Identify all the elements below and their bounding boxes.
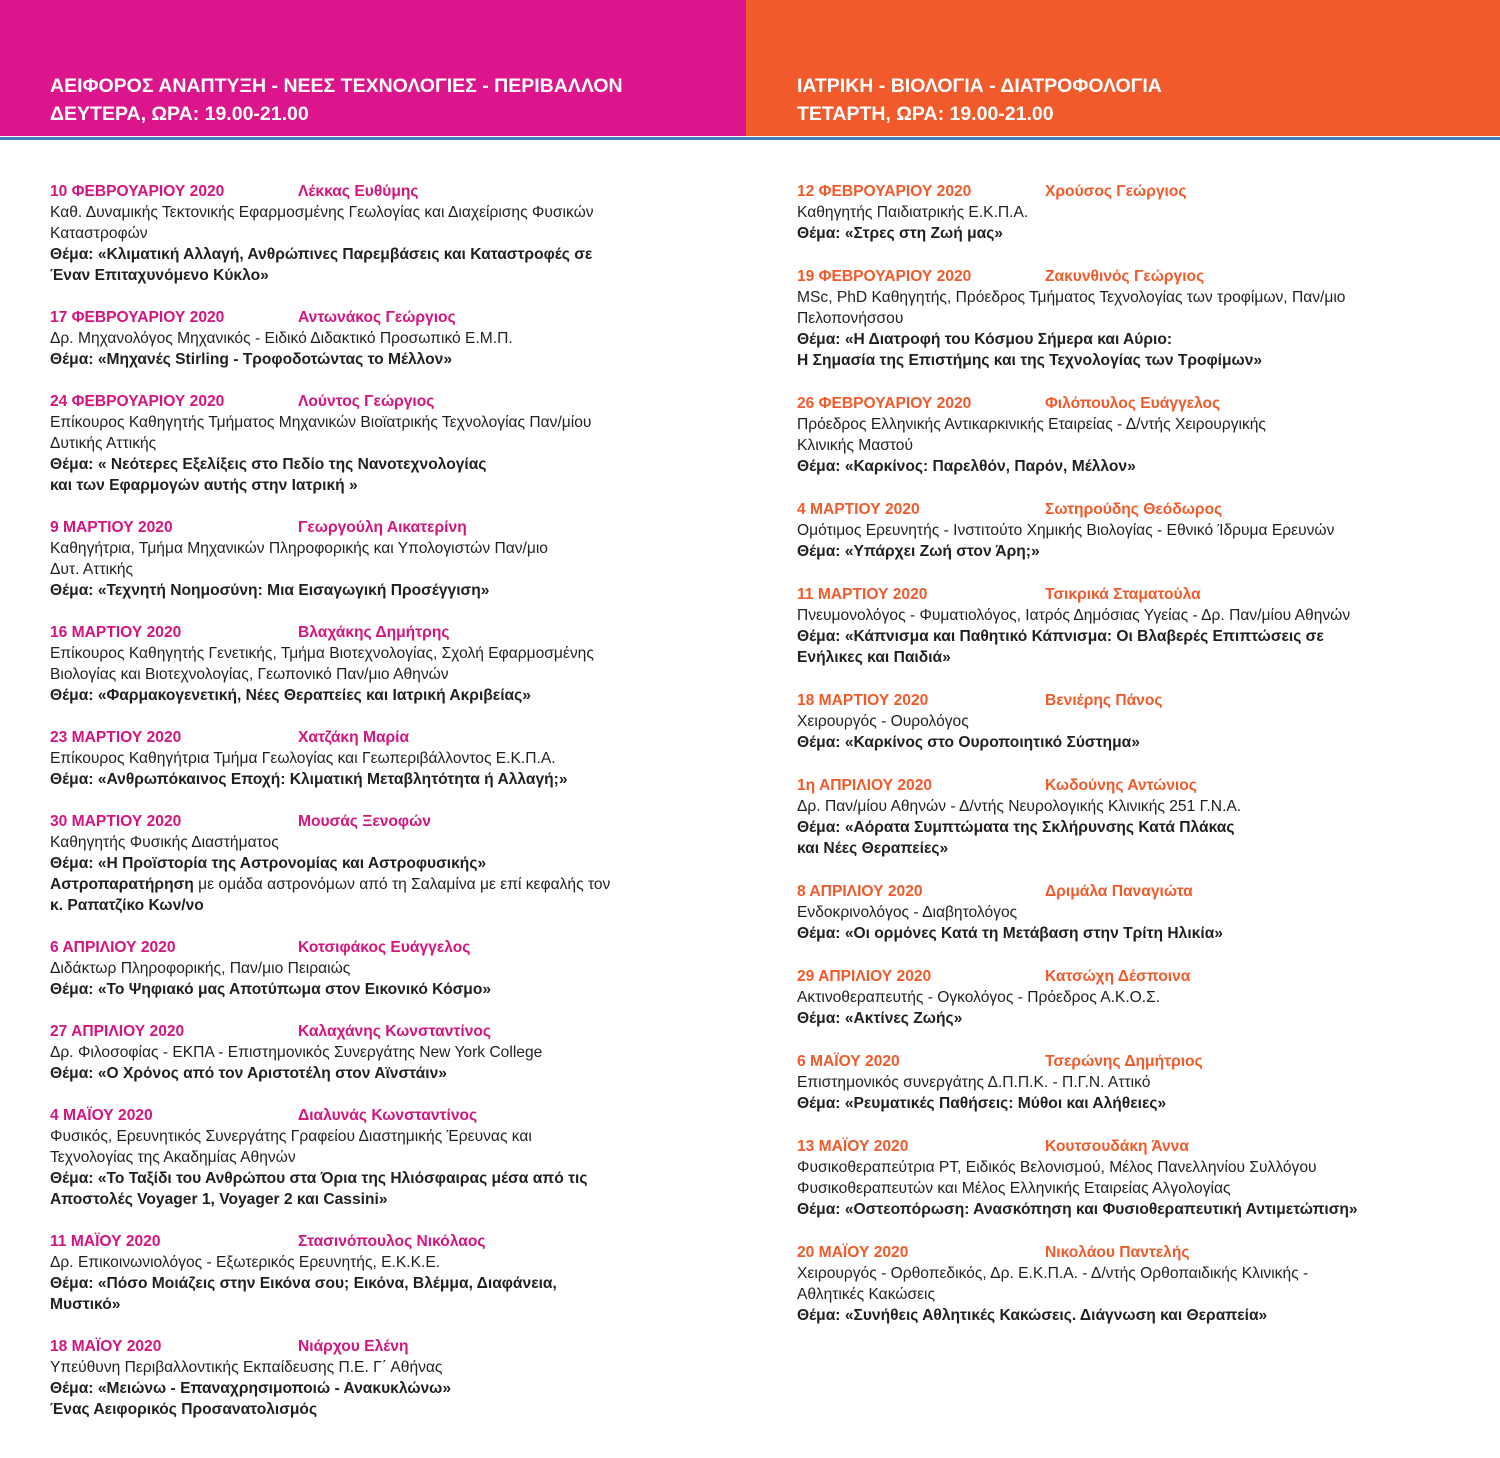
lecture-header — [797, 690, 1487, 711]
header-right-title: ΙΑΤΡΙΚΗ - ΒΙΟΛΟΓΙΑ - ΔΙΑΤΡΟΦΟΛΟΓΙΑ — [797, 75, 1162, 97]
lecture-topic-line: Θέμα: «Συνήθεις Αθλητικές Κακώσεις. Διάγνωση και Θεραπεία» — [797, 1307, 1268, 1324]
lecture-topic-line: Αποστολές Voyager 1, Voyager 2 και Cassini» — [50, 1191, 388, 1208]
lecture-speaker: Βενιέρης Πάνος — [1045, 692, 1163, 709]
lecture-affiliation-line: Φυσικοθεραπευτών και Μέλος Ελληνικής Εταιρείας Αλγολογίας — [797, 1180, 1231, 1197]
lecture-date: 27 ΑΠΡΙΛΙΟΥ 2020 — [50, 1023, 185, 1040]
lecture-header — [50, 391, 740, 412]
lecture-speaker: Αντωνάκος Γεώργιος — [298, 309, 456, 326]
header-left-schedule: ΔΕΥΤΕΡΑ, ΩΡΑ: 19.00-21.00 — [50, 103, 309, 125]
lecture-affiliation-line: Επιστημονικός συνεργάτης Δ.Π.Π.Κ. - Π.Γ.Ν. Αττικό — [797, 1074, 1151, 1091]
lecture-date: 4 ΜΑΡΤΙΟΥ 2020 — [797, 501, 920, 518]
lecture-entry — [797, 775, 1487, 859]
lecture-date: 26 ΦΕΒΡΟΥΑΡΙΟΥ 2020 — [797, 395, 972, 412]
lecture-speaker: Χατζάκη Μαρία — [298, 729, 410, 746]
lecture-topic-line: Μυστικό» — [50, 1296, 121, 1313]
header-divider — [0, 137, 1500, 140]
lecture-topic-line: Θέμα: «Ανθρωπόκαινος Εποχή: Κλιματική Μεταβλητότητα ή Αλλαγή;» — [50, 771, 568, 788]
lecture-topic-line: Θέμα: «Οι ορμόνες Κατά τη Μετάβαση στην Τρίτη Ηλικία» — [797, 925, 1223, 942]
header-right-schedule: ΤΕΤΑΡΤΗ, ΩΡΑ: 19.00-21.00 — [797, 103, 1054, 125]
lecture-speaker: Στασινόπουλος Νικόλαος — [298, 1233, 486, 1250]
lecture-header — [797, 181, 1487, 202]
lecture-speaker: Βλαχάκης Δημήτρης — [298, 624, 450, 641]
lecture-topic-line: Θέμα: «Τεχνητή Νοημοσύνη: Μια Εισαγωγική Προσέγγιση» — [50, 582, 490, 599]
lecture-affiliation-line: Δρ. Παν/μίου Αθηνών - Δ/ντής Νευρολογικής Κλινικής 251 Γ.Ν.Α. — [797, 798, 1242, 815]
lecture-entry — [50, 622, 740, 706]
lecture-topic-line: Θέμα: «Οστεοπόρωση: Ανασκόπηση και Φυσιοθεραπευτική Αντιμετώπιση» — [797, 1201, 1358, 1218]
lecture-affiliation-line: Πνευμονολόγος - Φυματιολόγος, Ιατρός Δημόσιας Υγείας - Δρ. Παν/μίου Αθηνών — [797, 607, 1351, 624]
lecture-line-emphasis: Αστροπαρατήρηση — [50, 876, 194, 893]
lecture-header — [797, 775, 1487, 796]
lecture-topic-line: Θέμα: «Ο Χρόνος από τον Αριστοτέλη στον Αϊνστάιν» — [50, 1065, 447, 1082]
lecture-header — [797, 966, 1487, 987]
lecture-topic-line: Θέμα: «Ρευματικές Παθήσεις: Μύθοι και Αλήθειες» — [797, 1095, 1167, 1112]
lecture-topic-line: Θέμα: «Η Διατροφή του Κόσμου Σήμερα και Αύριο: — [797, 331, 1173, 348]
lecture-entry — [797, 1051, 1487, 1114]
lecture-date: 6 ΜΑΪΟΥ 2020 — [797, 1053, 900, 1070]
lecture-topic-line: Ένας Αειφορικός Προσανατολισμός — [50, 1401, 318, 1418]
lecture-topic-line: Θέμα: «Ακτίνες Ζωής» — [797, 1010, 963, 1027]
lecture-affiliation-line: Πρόεδρος Ελληνικής Αντικαρκινικής Εταιρείας - Δ/ντής Χειρουργικής — [797, 416, 1266, 433]
lecture-date: 9 ΜΑΡΤΙΟΥ 2020 — [50, 519, 173, 536]
header-bar — [0, 0, 1500, 139]
lecture-date: 29 ΑΠΡΙΛΙΟΥ 2020 — [797, 968, 932, 985]
lecture-entry — [50, 517, 740, 601]
lecture-topic-line: Θέμα: «Η Προϊστορία της Αστρονομίας και Αστροφυσικής» — [50, 855, 487, 872]
lecture-speaker: Σωτηρούδης Θεόδωρος — [1045, 501, 1223, 518]
lecture-line-text: με ομάδα αστρονόμων από τη Σαλαμίνα με επί κεφαλής τον — [193, 876, 611, 893]
lecture-line — [50, 874, 740, 895]
lecture-speaker: Διαλυνάς Κωνσταντίνος — [298, 1107, 478, 1124]
lecture-affiliation-line: Ακτινοθεραπευτής - Ογκολόγος - Πρόεδρος Α.Κ.Ο.Σ. — [797, 989, 1161, 1006]
lecture-affiliation-line: Ομότιμος Ερευνητής - Ινστιτούτο Χημικής Βιολογίας - Εθνικό Ίδρυμα Ερευνών — [797, 522, 1335, 539]
lecture-speaker: Λούντος Γεώργιος — [298, 393, 435, 410]
lecture-entry — [797, 1136, 1487, 1220]
lecture-header — [50, 307, 740, 328]
lecture-entry — [50, 1231, 740, 1315]
lecture-date: 6 ΑΠΡΙΛΙΟΥ 2020 — [50, 939, 176, 956]
lecture-entry — [50, 811, 740, 916]
lecture-topic-line: και Νέες Θεραπείες» — [797, 840, 949, 857]
lecture-entry — [797, 181, 1487, 244]
lecture-topic-line: Θέμα: «Καρκίνος στο Ουροποιητικό Σύστημα» — [797, 734, 1140, 751]
lecture-affiliation-line: Φυσικός, Ερευνητικός Συνεργάτης Γραφείου Διαστημικής Έρευνας και — [50, 1128, 532, 1145]
lecture-header — [797, 1242, 1487, 1263]
lecture-affiliation-line: Καθ. Δυναμικής Τεκτονικής Εφαρμοσμένης Γεωλογίας και Διαχείρισης Φυσικών — [50, 204, 594, 221]
lecture-affiliation-line: Ενδοκρινολόγος - Διαβητολόγος — [797, 904, 1018, 921]
lecture-affiliation-line: Πελοπονήσσου — [797, 310, 904, 327]
lecture-date: 10 ΦΕΒΡΟΥΑΡΙΟΥ 2020 — [50, 183, 225, 200]
lecture-speaker: Χρούσος Γεώργιος — [1045, 183, 1187, 200]
lecture-date: 24 ΦΕΒΡΟΥΑΡΙΟΥ 2020 — [50, 393, 225, 410]
lecture-header — [797, 499, 1487, 520]
lecture-topic-line: Θέμα: «Το Ψηφιακό μας Αποτύπωμα στον Εικονικό Κόσμο» — [50, 981, 492, 998]
lecture-affiliation-line: Κλινικής Μαστού — [797, 437, 914, 454]
lecture-speaker: Δριμάλα Παναγιώτα — [1045, 883, 1193, 900]
lecture-speaker: Φιλόπουλος Ευάγγελος — [1045, 395, 1221, 412]
lecture-speaker: Κοτσιφάκος Ευάγγελος — [298, 939, 471, 956]
lecture-date: 17 ΦΕΒΡΟΥΑΡΙΟΥ 2020 — [50, 309, 225, 326]
header-left-panel — [0, 0, 746, 136]
lecture-topic-line: Θέμα: «Κάπνισμα και Παθητικό Κάπνισμα: Οι Βλαβερές Επιπτώσεις σε — [797, 628, 1324, 645]
lecture-speaker: Λέκκας Ευθύμης — [298, 183, 419, 200]
lecture-header — [797, 266, 1487, 287]
lecture-date: 18 ΜΑΪΟΥ 2020 — [50, 1338, 162, 1355]
lecture-entry — [50, 1105, 740, 1210]
header-right-panel — [746, 0, 1500, 136]
lecture-affiliation-line: Δυτικής Αττικής — [50, 435, 157, 452]
lecture-topic-line: Θέμα: «Μειώνω - Επαναχρησιμοποιώ - Ανακυκλώνω» — [50, 1380, 452, 1397]
lecture-affiliation-line: Δρ. Μηχανολόγος Μηχανικός - Ειδικό Διδακτικό Προσωπικό Ε.Μ.Π. — [50, 330, 513, 347]
lecture-entry — [797, 266, 1487, 371]
lecture-affiliation-line: Επίκουρος Καθηγητής Τμήματος Μηχανικών Βιοϊατρικής Τεχνολογίας Παν/μίου — [50, 414, 592, 431]
lecture-header — [50, 937, 740, 958]
lecture-affiliation-line: Καταστροφών — [50, 225, 148, 242]
lecture-header — [50, 1336, 740, 1357]
lecture-speaker: Τσικρικά Σταματούλα — [1045, 586, 1201, 603]
lecture-topic-line: Θέμα: «Καρκίνος: Παρελθόν, Παρόν, Μέλλον» — [797, 458, 1136, 475]
lecture-topic-line: Θέμα: «Μηχανές Stirling - Τροφοδοτώντας το Μέλλον» — [50, 351, 453, 368]
lecture-topic-line: Θέμα: «Υπάρχει Ζωή στον Άρη;» — [797, 543, 1040, 560]
lecture-header — [797, 584, 1487, 605]
lecture-affiliation-line: Καθηγητής Παιδιατρικής Ε.Κ.Π.Α. — [797, 204, 1029, 221]
lecture-topic-line: Θέμα: «Κλιματική Αλλαγή, Ανθρώπινες Παρεμβάσεις και Καταστροφές σε — [50, 246, 593, 263]
lecture-speaker: Κουτσουδάκη Άννα — [1045, 1138, 1189, 1155]
lecture-speaker: Κωδούνης Αντώνιος — [1045, 777, 1197, 794]
lecture-topic-line: και των Εφαρμογών αυτής στην Ιατρική » — [50, 477, 358, 494]
lecture-entry — [797, 966, 1487, 1029]
lecture-date: 4 ΜΑΪΟΥ 2020 — [50, 1107, 153, 1124]
lecture-entry — [797, 881, 1487, 944]
lecture-affiliation-line: Δρ. Φιλοσοφίας - ΕΚΠΑ - Επιστημονικός Συνεργάτης New York College — [50, 1044, 543, 1061]
lecture-affiliation-line: Δρ. Επικοινωνιολόγος - Εξωτερικός Ερευνητής, Ε.Κ.Κ.Ε. — [50, 1254, 441, 1271]
lecture-header — [50, 517, 740, 538]
lecture-affiliation-line: Βιολογίας και Βιοτεχνολογίας, Γεωπονικό Παν/μιο Αθηνών — [50, 666, 449, 683]
lecture-header — [797, 1136, 1487, 1157]
lecture-date: 1η ΑΠΡΙΛΙΟΥ 2020 — [797, 777, 933, 794]
lecture-topic-line: Θέμα: «Το Ταξίδι του Ανθρώπου στα Όρια της Ηλιόσφαιρας μέσα από τις — [50, 1170, 588, 1187]
lecture-affiliation-line: Διδάκτωρ Πληροφορικής, Παν/μιο Πειραιώς — [50, 960, 351, 977]
lecture-date: 23 ΜΑΡΤΙΟΥ 2020 — [50, 729, 182, 746]
lecture-header — [50, 1231, 740, 1252]
header-left-title: ΑΕΙΦΟΡΟΣ ΑΝΑΠΤΥΞΗ - ΝΕΕΣ ΤΕΧΝΟΛΟΓΙΕΣ - ΠΕΡΙΒΑΛΛΟΝ — [50, 75, 623, 97]
lecture-affiliation-line: Φυσικοθεραπεύτρια PT, Ειδικός Βελονισμού, Μέλος Πανελληνίου Συλλόγου — [797, 1159, 1317, 1176]
lecture-entry — [50, 727, 740, 790]
lecture-speaker: Νικολάου Παντελής — [1045, 1244, 1190, 1261]
lecture-entry — [50, 1021, 740, 1084]
lecture-topic-line: Ενήλικες και Παιδιά» — [797, 649, 951, 666]
lecture-date: 30 ΜΑΡΤΙΟΥ 2020 — [50, 813, 182, 830]
lecture-header — [50, 1105, 740, 1126]
lecture-header — [797, 393, 1487, 414]
lecture-entry — [50, 937, 740, 1000]
lecture-affiliation-line: Υπεύθυνη Περιβαλλοντικής Εκπαίδευσης Π.Ε. Γ΄ Αθήνας — [50, 1359, 443, 1376]
lecture-affiliation-line: Αθλητικές Κακώσεις — [797, 1286, 936, 1303]
lecture-affiliation-line: Χειρουργός - Ορθοπεδικός, Δρ. Ε.Κ.Π.Α. - Δ/ντής Ορθοπαιδικής Κλινικής - — [797, 1265, 1309, 1282]
lecture-entry — [797, 690, 1487, 753]
lecture-topic-line: Θέμα: «Στρες στη Ζωή μας» — [797, 225, 1003, 242]
lecture-header — [50, 181, 740, 202]
lecture-date: 13 ΜΑΪΟΥ 2020 — [797, 1138, 909, 1155]
lecture-header — [797, 1051, 1487, 1072]
lecture-entry — [797, 499, 1487, 562]
lecture-affiliation-line: Τεχνολογίας της Ακαδημίας Αθηνών — [50, 1149, 296, 1166]
lecture-topic-line: Θέμα: « Νεότερες Εξελίξεις στο Πεδίο της Νανοτεχνολογίας — [50, 456, 487, 473]
lecture-header — [50, 727, 740, 748]
lecture-date: 12 ΦΕΒΡΟΥΑΡΙΟΥ 2020 — [797, 183, 972, 200]
lecture-header — [50, 622, 740, 643]
lecture-affiliation-line: Δυτ. Αττικής — [50, 561, 134, 578]
lecture-entry — [797, 1242, 1487, 1326]
lecture-topic-line: Η Σημασία της Επιστήμης και της Τεχνολογίας των Τροφίμων» — [797, 352, 1263, 369]
lecture-header — [797, 881, 1487, 902]
lecture-topic-line: Έναν Επιταχυνόμενο Κύκλο» — [50, 267, 269, 284]
left-column-schedule — [50, 181, 740, 1441]
lecture-topic-line: Θέμα: «Πόσο Μοιάζεις στην Εικόνα σου; Εικόνα, Βλέμμα, Διαφάνεια, — [50, 1275, 557, 1292]
lecture-speaker: Καλαχάνης Κωνσταντίνος — [298, 1023, 491, 1040]
lecture-date: 11 ΜΑΪΟΥ 2020 — [50, 1233, 161, 1250]
lecture-affiliation-line: Καθηγητής Φυσικής Διαστήματος — [50, 834, 279, 851]
lecture-speaker: Νιάρχου Ελένη — [298, 1338, 409, 1355]
lecture-speaker: Μουσάς Ξενοφών — [298, 813, 431, 830]
lecture-date: 8 ΑΠΡΙΛΙΟΥ 2020 — [797, 883, 923, 900]
lecture-affiliation-line: Επίκουρος Καθηγητής Γενετικής, Τμήμα Βιοτεχνολογίας, Σχολή Εφαρμοσμένης — [50, 645, 594, 662]
lecture-affiliation-line: Χειρουργός - Ουρολόγος — [797, 713, 969, 730]
lecture-header — [50, 811, 740, 832]
lecture-entry — [50, 181, 740, 286]
lecture-affiliation-line: MSc, PhD Καθηγητής, Πρόεδρος Τμήματος Τεχνολογίας των τροφίμων, Παν/μιο — [797, 289, 1346, 306]
lecture-entry — [50, 1336, 740, 1420]
lecture-speaker: Τσερώνης Δημήτριος — [1045, 1053, 1203, 1070]
lecture-topic-line: Θέμα: «Αόρατα Συμπτώματα της Σκλήρυνσης Κατά Πλάκας — [797, 819, 1235, 836]
lecture-speaker: Ζακυνθινός Γεώργιος — [1045, 268, 1205, 285]
lecture-speaker: Κατσώχη Δέσποινα — [1045, 968, 1191, 985]
lecture-affiliation-line: Επίκουρος Καθηγήτρια Τμήμα Γεωλογίας και Γεωπεριβάλλοντος Ε.Κ.Π.Α. — [50, 750, 556, 767]
lecture-header — [50, 1021, 740, 1042]
lecture-date: 19 ΦΕΒΡΟΥΑΡΙΟΥ 2020 — [797, 268, 972, 285]
lecture-speaker: Γεωργούλη Αικατερίνη — [298, 519, 467, 536]
right-column-schedule — [797, 181, 1487, 1348]
lecture-topic-line: κ. Ραπατζίκο Κων/νο — [50, 897, 204, 914]
lecture-entry — [50, 307, 740, 370]
lecture-entry — [797, 393, 1487, 477]
lecture-entry — [797, 584, 1487, 668]
lecture-date: 11 ΜΑΡΤΙΟΥ 2020 — [797, 586, 928, 603]
lecture-date: 16 ΜΑΡΤΙΟΥ 2020 — [50, 624, 182, 641]
lecture-entry — [50, 391, 740, 496]
lecture-date: 18 ΜΑΡΤΙΟΥ 2020 — [797, 692, 929, 709]
lecture-topic-line: Θέμα: «Φαρμακογενετική, Νέες Θεραπείες και Ιατρική Ακριβείας» — [50, 687, 531, 704]
lecture-affiliation-line: Καθηγήτρια, Τμήμα Μηχανικών Πληροφορικής και Υπολογιστών Παν/μιο — [50, 540, 548, 557]
lecture-date: 20 ΜΑΪΟΥ 2020 — [797, 1244, 909, 1261]
